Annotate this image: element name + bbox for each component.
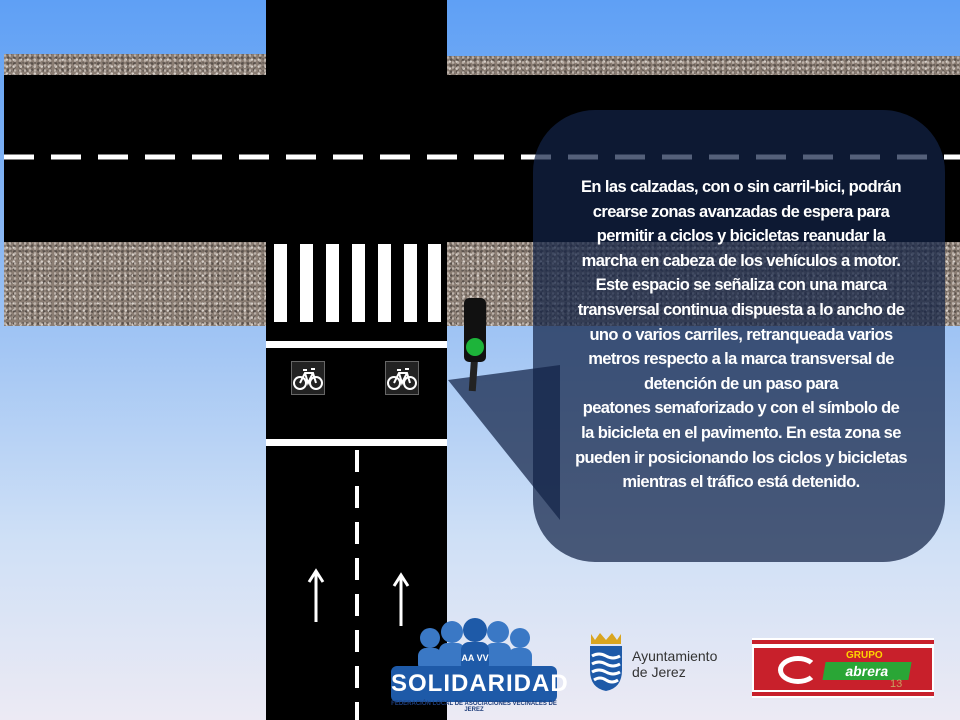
cabrera-bottom-stripe <box>752 692 934 696</box>
solidaridad-emblem: AA VV <box>461 653 489 663</box>
callout-line: mientras el tráfico está detenido. <box>622 473 860 492</box>
slide-number: 13 <box>890 678 903 690</box>
green-light-icon <box>466 338 484 356</box>
ayuntamiento-line2: de Jerez <box>632 664 686 680</box>
callout-line: la bicicleta en el pavimento. En esta zona se <box>581 423 901 442</box>
callout-line: Este espacio se señaliza con una marca <box>595 276 887 295</box>
jerez-coat-of-arms-icon <box>587 630 625 692</box>
callout-line: marcha en cabeza de los vehículos a motor. <box>581 251 901 270</box>
callout-line: crearse zonas avanzadas de espera para <box>592 202 890 221</box>
callout-line: metros respecto a la marca transversal de <box>588 350 894 369</box>
cabrera-top-stripe <box>752 640 934 644</box>
callout-line: permitir a ciclos y bicicletas reanudar la <box>596 227 886 246</box>
callout-line: uno o varios carriles, retranqueada varios <box>589 325 893 344</box>
grupo-cabrera-logo <box>752 638 934 698</box>
cabrera-name: abrera <box>822 662 911 680</box>
callout-line: En las calzadas, con o sin carril-bici, podrán <box>581 178 901 196</box>
callout-line: pueden ir posicionando los ciclos y bicicletas <box>575 448 907 467</box>
cabrera-c-mark-icon <box>778 656 818 684</box>
ayuntamiento-name <box>632 648 717 680</box>
people-crowd-icon <box>410 616 540 672</box>
cabrera-grupo-label: GRUPO <box>846 650 883 661</box>
callout-line: peatones semaforizado y con el símbolo de <box>582 399 900 418</box>
callout-line: detención de un paso para <box>643 374 839 393</box>
ayuntamiento-line1: Ayuntamiento <box>632 648 718 664</box>
callout-text <box>557 175 925 495</box>
solidaridad-subtitle: FEDERACIÓN LOCAL DE ASOCIACIONES VECINALES DE JEREZ <box>391 701 557 713</box>
callout-line: transversal continua dispuesta a lo ancho de <box>577 300 905 319</box>
solidaridad-name: SOLIDARIDAD <box>391 666 557 702</box>
